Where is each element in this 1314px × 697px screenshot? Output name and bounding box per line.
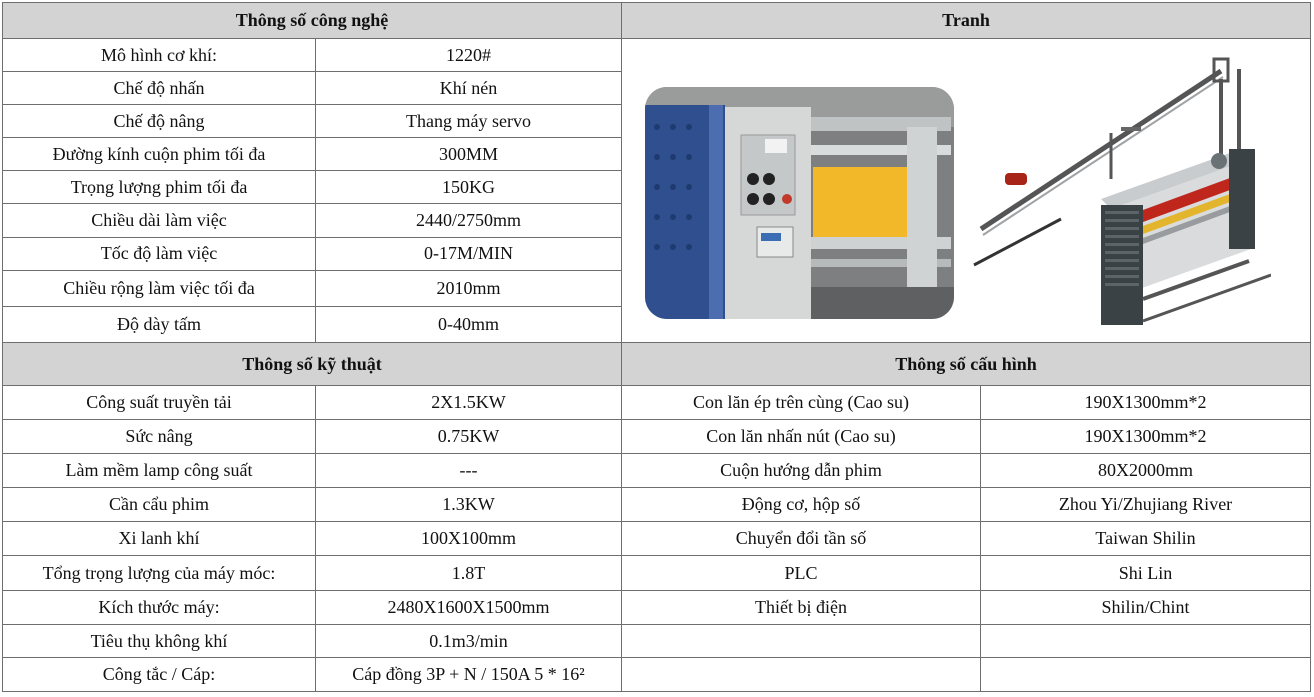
spec-label: Sức nâng xyxy=(3,420,316,454)
spec-value: 1.8T xyxy=(316,556,622,591)
picture-cell xyxy=(622,39,1311,343)
config-value: Shilin/Chint xyxy=(981,591,1311,625)
tech-value: 1220# xyxy=(316,39,622,72)
spec-value: 2X1.5KW xyxy=(316,386,622,420)
config-value: 190X1300mm*2 xyxy=(981,386,1311,420)
config-label xyxy=(622,658,981,692)
config-value: Taiwan Shilin xyxy=(981,522,1311,556)
tech-label: Đường kính cuộn phim tối đa xyxy=(3,138,316,171)
config-header: Thông số cấu hình xyxy=(622,343,1311,386)
config-label: Thiết bị điện xyxy=(622,591,981,625)
spec-label: Tiêu thụ không khí xyxy=(3,625,316,658)
tech-label: Độ dày tấm xyxy=(3,306,316,342)
tech-label: Chiều rộng làm việc tối đa xyxy=(3,270,316,306)
config-label: Con lăn ép trên cùng (Cao su) xyxy=(622,386,981,420)
config-label: Chuyển đổi tần số xyxy=(622,522,981,556)
tech-value: 2440/2750mm xyxy=(316,204,622,237)
machine-3d-render xyxy=(971,49,1271,339)
spec-value: 1.3KW xyxy=(316,488,622,522)
config-value: 190X1300mm*2 xyxy=(981,420,1311,454)
spec-label: Kích thước máy: xyxy=(3,591,316,625)
config-value: Zhou Yi/Zhujiang River xyxy=(981,488,1311,522)
tech-header: Thông số công nghệ xyxy=(3,3,622,39)
config-label: Động cơ, hộp số xyxy=(622,488,981,522)
spec-label: Công tắc / Cáp: xyxy=(3,658,316,692)
spec-value: 2480X1600X1500mm xyxy=(316,591,622,625)
config-value xyxy=(981,625,1311,658)
tech-label: Chế độ nhấn xyxy=(3,72,316,105)
tech-value: 0-40mm xyxy=(316,306,622,342)
config-label: PLC xyxy=(622,556,981,591)
spec-value: 0.75KW xyxy=(316,420,622,454)
tech-value: 2010mm xyxy=(316,270,622,306)
spec-label: Làm mềm lamp công suất xyxy=(3,454,316,488)
spec-value: 100X100mm xyxy=(316,522,622,556)
machine-photo xyxy=(645,87,954,319)
tech-label: Trọng lượng phim tối đa xyxy=(3,171,316,204)
tech-value: 150KG xyxy=(316,171,622,204)
config-value: 80X2000mm xyxy=(981,454,1311,488)
config-value xyxy=(981,658,1311,692)
tech-label: Chiều dài làm việc xyxy=(3,204,316,237)
config-value: Shi Lin xyxy=(981,556,1311,591)
spec-table xyxy=(2,2,1311,692)
spec-label: Cần cẩu phim xyxy=(3,488,316,522)
config-label: Cuộn hướng dẫn phim xyxy=(622,454,981,488)
spec-label: Tổng trọng lượng của máy móc: xyxy=(3,556,316,591)
config-label xyxy=(622,625,981,658)
tech-value: 300MM xyxy=(316,138,622,171)
tech-value: Khí nén xyxy=(316,72,622,105)
tech-value: 0-17M/MIN xyxy=(316,237,622,270)
spec-value: Cáp đồng 3P + N / 150A 5 * 16² xyxy=(316,658,622,692)
config-label: Con lăn nhấn nút (Cao su) xyxy=(622,420,981,454)
tech-label: Mô hình cơ khí: xyxy=(3,39,316,72)
spec-value: --- xyxy=(316,454,622,488)
spec-value: 0.1m3/min xyxy=(316,625,622,658)
tech-value: Thang máy servo xyxy=(316,105,622,138)
specs-header: Thông số kỹ thuật xyxy=(3,343,622,386)
picture-header: Tranh xyxy=(622,3,1311,39)
tech-label: Chế độ nâng xyxy=(3,105,316,138)
tech-label: Tốc độ làm việc xyxy=(3,237,316,270)
spec-label: Công suất truyền tải xyxy=(3,386,316,420)
spec-label: Xi lanh khí xyxy=(3,522,316,556)
